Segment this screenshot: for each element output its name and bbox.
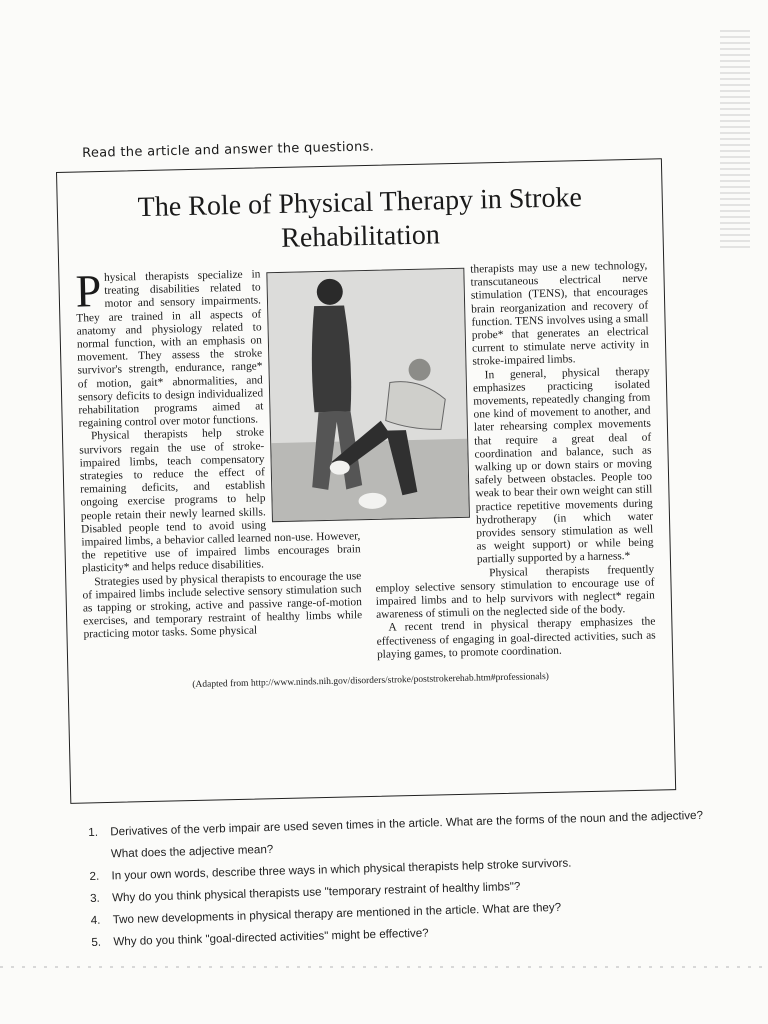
article-column-left (75, 266, 363, 668)
question-text: Why do you think "goal-directed activities" might be effective? (113, 926, 429, 949)
question-text: Why do you think physical therapists use "temporary restraint of healthy limbs"? (111, 879, 521, 905)
question-text: Two new developments in physical therapy are mentioned in the article. What are they? (112, 900, 562, 927)
drop-cap: P (75, 265, 102, 317)
paragraph-text: hysical therapists specialize in treating disabilities related to motor and sensory impairments. They are trained in all aspects of anatomy and physiology related to normal function, with an emphasis on movement. They assess the stroke survivor's strength, endurance, range* of motion, gait* abnormalities, and sensory deficits to design individualized rehabilitation programs aimed at regaining control over motor functions. (76, 268, 264, 430)
therapy-photo-illustration (267, 269, 469, 521)
source-citation: (Adapted from http://www.ninds.nih.gov/disorders/stroke/poststrokerehab.htm#professionals) (192, 672, 550, 691)
article-columns (75, 260, 656, 669)
question-text: Derivatives of the verb impair are used seven times in the article. What are the forms of the noun and the adjective? (110, 808, 704, 839)
article-title: The Role of Physical Therapy in Stroke Rehabilitation (137, 182, 583, 254)
article-paragraph: Physical therapists frequently employ selective sensory stimulation to encourage use of impaired limbs and to help survivors with neglect* regain awareness of stimuli on the neglected side of the body. (375, 563, 655, 622)
article-box (56, 158, 676, 804)
article-paragraph: Strategies used by physical therapists to encourage the use of impaired limbs include selective sensory stimulation such as tapping or stroking, active and passive range-of-motion exercises, and temporary restraint of healthy limbs while practicing motor tasks. Some physical (82, 569, 363, 641)
question-number: 2. (89, 869, 100, 883)
question-number: 4. (90, 913, 101, 927)
question-number: 3. (89, 891, 100, 905)
question-number: 5. (91, 935, 102, 949)
question-text: In your own words, describe three ways in which physical therapists help stroke survivors. (111, 856, 572, 883)
question-list (88, 805, 711, 954)
scan-edge-noise (720, 30, 750, 250)
scan-bottom-noise (0, 966, 768, 968)
article-paragraph: A recent trend in physical therapy emphasizes the effectiveness of engaging in goal-directed activities, such as playing games, to promote coordination. (376, 616, 656, 661)
question-number: 1. (88, 825, 99, 839)
question-text: What does the adjective mean? (110, 842, 274, 861)
instruction-text: Read the article and answer the questions. (82, 139, 375, 161)
article-paragraph: Physical therapists help stroke survivors regain the use of stroke-impaired limbs, teach compensatory strategies to reduce the effect of remaining deficits, and establish ongoing exercise programs to help people retain their newly learned skills. Disabled people tend to avoid using impaired limbs, a behavior called learned non-use. However, the repetitive use of impaired limbs encourages brain plasticity* and helps reduce disabilities. (79, 426, 361, 575)
article-paragraph: In general, physical therapy emphasizes practicing isolated movements, repeatedly changing from one kind of movement to another, and later rehearsing complex movements that require a great deal of coordination and balance, such as walking up or down stairs or moving safely between obstacles. People too weak to bear their own weight can still practice repetitive movements during hydrotherapy (in which water provides sensory stimulation as well as weight support) or while being partially supported by a harness.* (472, 365, 654, 567)
article-paragraph: therapists may use a new technology, transcutaneous electrical nerve stimulation (TENS), that encourages brain reorganization and recovery of function. TENS involves using a small probe* that generates an electrical current to stimulate nerve activity in stroke-impaired limbs. (470, 259, 650, 369)
therapy-photo (266, 268, 470, 522)
